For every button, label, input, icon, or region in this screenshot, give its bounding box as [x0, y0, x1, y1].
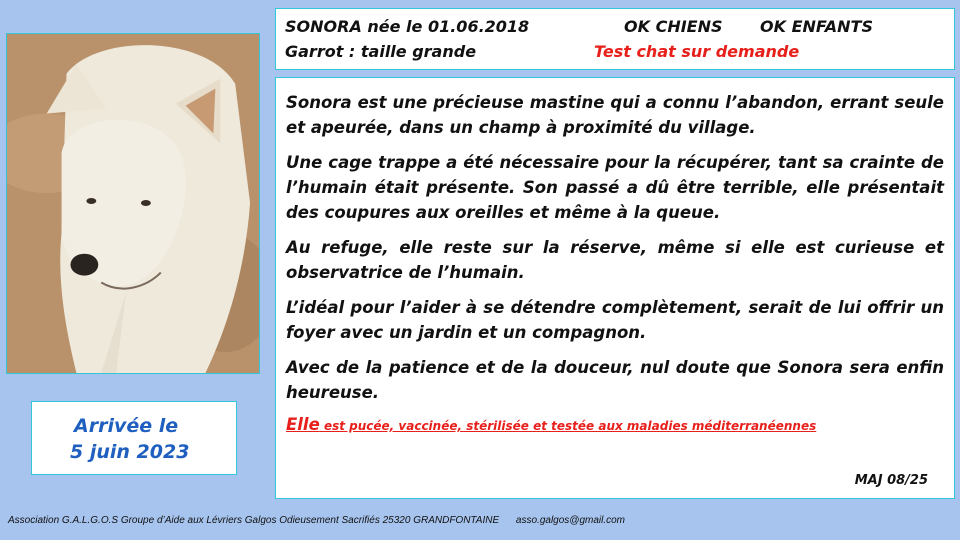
arrival-date-box [31, 401, 237, 475]
paragraph-3: Au refuge, elle reste sur la réserve, même si elle est curieuse et observatrice de l’humain. [286, 238, 944, 282]
ok-dogs-badge: OK CHIENS [624, 17, 723, 36]
size-info: Garrot : taille grande [285, 42, 477, 61]
paragraph-1: Sonora est une précieuse mastine qui a connu l’abandon, errant seule et apeurée, dans un champ à proximité du village. [286, 93, 944, 137]
association-info: Association G.A.L.G.O.S Groupe d’Aide aux Lévriers Galgos Odieusement Sacrifiés 25320 GRANDFONTAINE [8, 515, 500, 526]
paragraph-4: L’idéal pour l’aider à se détendre complètement, serait de lui offrir un foyer avec un jardin et un compagnon. [286, 298, 944, 342]
health-note [286, 415, 944, 434]
description-box [275, 77, 955, 499]
name-and-birthdate: SONORA née le 01.06.2018 [285, 17, 530, 36]
contact-email[interactable]: asso.galgos@gmail.com [515, 515, 626, 526]
cat-test-info: Test chat sur demande [594, 42, 800, 61]
footer [8, 515, 625, 526]
paragraph-2: Une cage trappe a été nécessaire pour la récupérer, tant sa crainte de l’humain était présente. Son passé a dû être terrible, elle présentait des coupures aux oreilles et même à la queue. [286, 153, 944, 222]
dog-illustration [7, 34, 259, 373]
update-date: MAJ 08/25 [854, 473, 928, 488]
arrival-line2: 5 juin 2023 [70, 441, 190, 463]
dog-photo [6, 33, 260, 374]
health-note-rest: est pucée, vaccinée, stérilisée et testée aux maladies méditerranéennes [319, 419, 817, 433]
paragraph-5: Avec de la patience et de la douceur, nul doute que Sonora sera enfin heureuse. [286, 358, 944, 402]
identity-header [275, 8, 955, 70]
health-note-first: Elle [286, 415, 320, 434]
ok-kids-badge: OK ENFANTS [760, 17, 873, 36]
arrival-line1: Arrivée le [74, 415, 179, 437]
